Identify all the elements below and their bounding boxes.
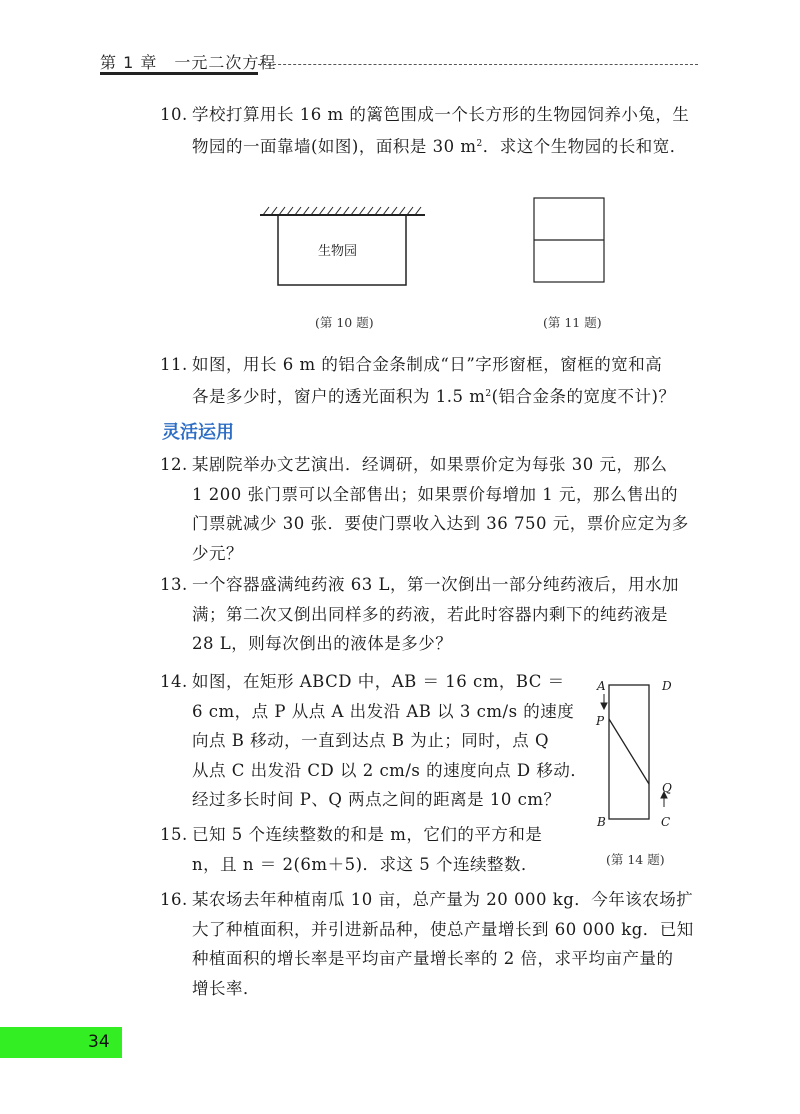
q13-line: 28 L，则每次倒出的液体是多少？ [192, 634, 453, 653]
question-number: 13. [160, 575, 188, 594]
question-number: 14. [160, 672, 188, 691]
question-number: 10. [160, 105, 188, 124]
q12-line: 1 200 张门票可以全部售出；如果票价每增加 1 元，那么售出的 [192, 484, 678, 504]
question-15 [160, 820, 542, 879]
q14-line: 从点 C 出发沿 CD 以 2 cm/s 的速度向点 D 移动． [192, 760, 588, 780]
q15-line: 已知 5 个连续整数的和是 m，它们的平方和是 [192, 825, 543, 844]
figure-11 [533, 197, 605, 285]
q10-line-2b: ．求这个生物园的长和宽． [482, 136, 687, 156]
question-10 [160, 100, 689, 161]
q10-line-1: 学校打算用长 16 m 的篱笆围成一个长方形的生物园饲养小兔，生 [192, 105, 690, 124]
label-c: C [661, 815, 671, 829]
q12-line: 少元？ [192, 543, 243, 563]
q16-line: 某农场去年种植南瓜 10 亩，总产量为 20 000 kg．今年该农场扩 [192, 890, 694, 909]
garden-label: 生物园 [318, 244, 358, 259]
q14-line: 向点 B 移动，一直到达点 B 为止；同时，点 Q [192, 731, 550, 750]
q11-line-2b: (铝合金条的宽度不计)？ [491, 386, 676, 406]
q16-line: 种植面积的增长率是平均亩产量增长率的 2 倍，求平均亩产量的 [192, 949, 674, 968]
q10-superscript: 2 [476, 138, 483, 149]
header-underline [100, 72, 258, 75]
label-p: P [596, 714, 605, 728]
question-number: 11. [160, 355, 188, 374]
label-d: D [662, 679, 672, 693]
q11-line-1: 如图，用长 6 m 的铝合金条制成“日”字形窗框，窗框的宽和高 [192, 355, 663, 374]
q10-line-2a: 物园的一面靠墙(如图)，面积是 30 m [192, 136, 477, 156]
figure-11-caption: (第 11 题) [543, 315, 602, 330]
figure-14 [590, 678, 690, 838]
q11-line-2a: 各是多少时，窗户的透光面积为 1.5 m [192, 386, 486, 406]
question-14 [160, 667, 587, 815]
label-q: Q [662, 781, 672, 795]
question-16 [160, 885, 694, 1003]
section-title: 灵活运用 [162, 422, 234, 443]
label-a: A [597, 679, 606, 693]
question-13 [160, 570, 679, 659]
q16-line: 增长率． [192, 978, 260, 998]
arrow-p [601, 694, 607, 709]
q14-line: 如图，在矩形 ABCD 中，AB ＝ 16 cm，BC ＝ [192, 672, 565, 691]
question-number: 15. [160, 825, 188, 844]
figure-10-caption: (第 10 题) [315, 315, 374, 330]
question-number: 12. [160, 455, 188, 474]
q13-line: 满；第二次又倒出同样多的药液，若此时容器内剩下的纯药液是 [192, 604, 668, 624]
page-header [100, 50, 705, 80]
figure-14-caption: (第 14 题) [606, 852, 665, 867]
q13-line: 一个容器盛满纯药液 63 L，第一次倒出一部分纯药液后，用水加 [192, 575, 679, 594]
q12-line: 某剧院举办文艺演出．经调研，如果票价定为每张 30 元，那么 [192, 455, 668, 474]
q14-line: 6 cm，点 P 从点 A 出发沿 AB 以 3 cm/s 的速度 [192, 701, 575, 721]
q15-line: n，且 n ＝ 2(6m＋5)．求这 5 个连续整数． [192, 854, 538, 874]
question-11 [160, 350, 676, 411]
q16-line: 大了种植面积，并引进新品种，使总产量增长到 60 000 kg．已知 [192, 919, 694, 939]
question-number: 16. [160, 890, 188, 909]
chapter-title: 第 1 章 一元二次方程 [100, 53, 277, 72]
page-number: 34 [88, 1032, 110, 1052]
label-b: B [597, 815, 606, 829]
wall-hatching [260, 207, 425, 215]
q11-superscript: 2 [485, 388, 492, 399]
header-dashed-rule [258, 64, 698, 65]
segment-pq [609, 719, 649, 784]
question-12 [160, 450, 689, 568]
q14-line: 经过多长时间 P、Q 两点之间的距离是 10 cm？ [192, 790, 561, 809]
q12-line: 门票就减少 30 张．要使门票收入达到 36 750 元，票价应定为多 [192, 514, 689, 533]
